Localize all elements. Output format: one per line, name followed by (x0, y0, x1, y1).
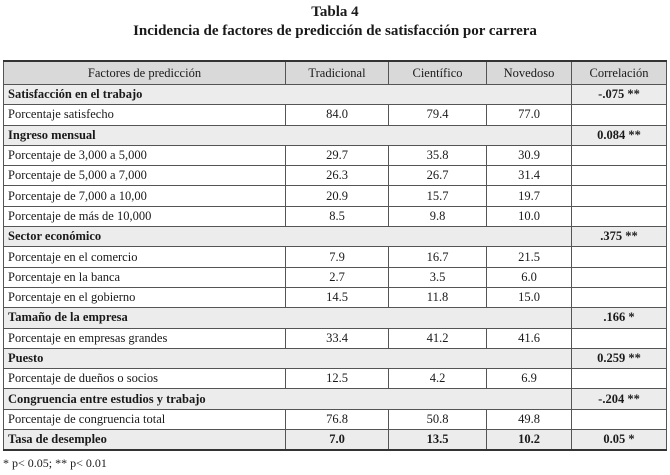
row-label: Porcentaje de 7,000 a 10,00 (4, 186, 286, 206)
table-row (4, 247, 667, 267)
correlation-value: -.204 ** (572, 389, 667, 409)
cell-value: 6.9 (487, 369, 572, 389)
correlation-value: 0.084 ** (572, 125, 667, 145)
cell-value: 41.6 (487, 328, 572, 348)
table-row (4, 409, 667, 429)
table-subtitle: Incidencia de factores de predicción de satisfacción por carrera (133, 23, 537, 39)
empty-cell (286, 308, 389, 328)
group-row (4, 348, 667, 368)
header-cientifico: Científico (389, 61, 487, 85)
cell-value: 10.0 (487, 206, 572, 226)
empty-cell (487, 348, 572, 368)
row-label: Porcentaje en la banca (4, 267, 286, 287)
empty-cell (487, 389, 572, 409)
empty-cell (572, 145, 667, 165)
table-row (4, 287, 667, 307)
table-row (4, 145, 667, 165)
group-row (4, 85, 667, 105)
cell-value: 12.5 (286, 369, 389, 389)
group-row (4, 389, 667, 409)
cell-value: 29.7 (286, 145, 389, 165)
footnote: * p< 0.05; ** p< 0.01 (3, 456, 107, 470)
summary-value: 10.2 (487, 430, 572, 451)
empty-cell (389, 308, 487, 328)
header-factores: Factores de predicción (4, 61, 286, 85)
group-label: Congruencia entre estudios y trabajo (4, 389, 286, 409)
cell-value: 26.3 (286, 166, 389, 186)
cell-value: 15.0 (487, 287, 572, 307)
empty-cell (487, 85, 572, 105)
table-body (4, 85, 667, 451)
group-label: Ingreso mensual (4, 125, 286, 145)
table-title: Tabla 4 (311, 4, 359, 20)
table-row (4, 369, 667, 389)
group-label: Satisfacción en el trabajo (4, 85, 286, 105)
row-label: Porcentaje de más de 10,000 (4, 206, 286, 226)
correlation-value: 0.259 ** (572, 348, 667, 368)
row-label: Porcentaje de congruencia total (4, 409, 286, 429)
empty-cell (572, 105, 667, 125)
cell-value: 7.9 (286, 247, 389, 267)
empty-cell (487, 227, 572, 247)
empty-cell (286, 85, 389, 105)
cell-value: 16.7 (389, 247, 487, 267)
empty-cell (389, 85, 487, 105)
header-novedoso: Novedoso (487, 61, 572, 85)
cell-value: 2.7 (286, 267, 389, 287)
group-label: Puesto (4, 348, 286, 368)
table-row (4, 267, 667, 287)
row-label: Porcentaje de 5,000 a 7,000 (4, 166, 286, 186)
cell-value: 19.7 (487, 186, 572, 206)
cell-value: 9.8 (389, 206, 487, 226)
group-label: Tamaño de la empresa (4, 308, 286, 328)
row-label: Porcentaje en el gobierno (4, 287, 286, 307)
table-row (4, 328, 667, 348)
cell-value: 20.9 (286, 186, 389, 206)
group-row (4, 125, 667, 145)
cell-value: 76.8 (286, 409, 389, 429)
correlation-value: .166 * (572, 308, 667, 328)
cell-value: 49.8 (487, 409, 572, 429)
cell-value: 50.8 (389, 409, 487, 429)
summary-label: Tasa de desempleo (4, 430, 286, 451)
empty-cell (487, 308, 572, 328)
empty-cell (572, 186, 667, 206)
empty-cell (389, 227, 487, 247)
group-row (4, 308, 667, 328)
empty-cell (572, 328, 667, 348)
cell-value: 79.4 (389, 105, 487, 125)
table-row (4, 206, 667, 226)
header-row (4, 61, 667, 85)
data-table (3, 60, 667, 451)
cell-value: 31.4 (487, 166, 572, 186)
correlation-value: -.075 ** (572, 85, 667, 105)
cell-value: 77.0 (487, 105, 572, 125)
empty-cell (572, 166, 667, 186)
empty-cell (572, 287, 667, 307)
empty-cell (389, 389, 487, 409)
correlation-value: .375 ** (572, 227, 667, 247)
empty-cell (572, 409, 667, 429)
summary-value: 13.5 (389, 430, 487, 451)
cell-value: 3.5 (389, 267, 487, 287)
row-label: Porcentaje satisfecho (4, 105, 286, 125)
header-tradicional: Tradicional (286, 61, 389, 85)
cell-value: 15.7 (389, 186, 487, 206)
row-label: Porcentaje en el comercio (4, 247, 286, 267)
row-label: Porcentaje de 3,000 a 5,000 (4, 145, 286, 165)
row-label: Porcentaje de dueños o socios (4, 369, 286, 389)
group-label: Sector económico (4, 227, 286, 247)
empty-cell (572, 369, 667, 389)
cell-value: 4.2 (389, 369, 487, 389)
cell-value: 8.5 (286, 206, 389, 226)
empty-cell (572, 206, 667, 226)
empty-cell (572, 267, 667, 287)
cell-value: 30.9 (487, 145, 572, 165)
empty-cell (487, 125, 572, 145)
cell-value: 84.0 (286, 105, 389, 125)
cell-value: 26.7 (389, 166, 487, 186)
empty-cell (286, 125, 389, 145)
header-correlacion: Correlación (572, 61, 667, 85)
empty-cell (286, 348, 389, 368)
table-row (4, 186, 667, 206)
cell-value: 21.5 (487, 247, 572, 267)
cell-value: 33.4 (286, 328, 389, 348)
cell-value: 11.8 (389, 287, 487, 307)
correlation-value: 0.05 * (572, 430, 667, 451)
cell-value: 14.5 (286, 287, 389, 307)
empty-cell (572, 247, 667, 267)
empty-cell (389, 348, 487, 368)
table-row (4, 105, 667, 125)
cell-value: 41.2 (389, 328, 487, 348)
cell-value: 35.8 (389, 145, 487, 165)
empty-cell (286, 227, 389, 247)
row-label: Porcentaje en empresas grandes (4, 328, 286, 348)
empty-cell (389, 125, 487, 145)
group-row (4, 227, 667, 247)
summary-value: 7.0 (286, 430, 389, 451)
cell-value: 6.0 (487, 267, 572, 287)
empty-cell (286, 389, 389, 409)
summary-row (4, 430, 667, 451)
table-row (4, 166, 667, 186)
